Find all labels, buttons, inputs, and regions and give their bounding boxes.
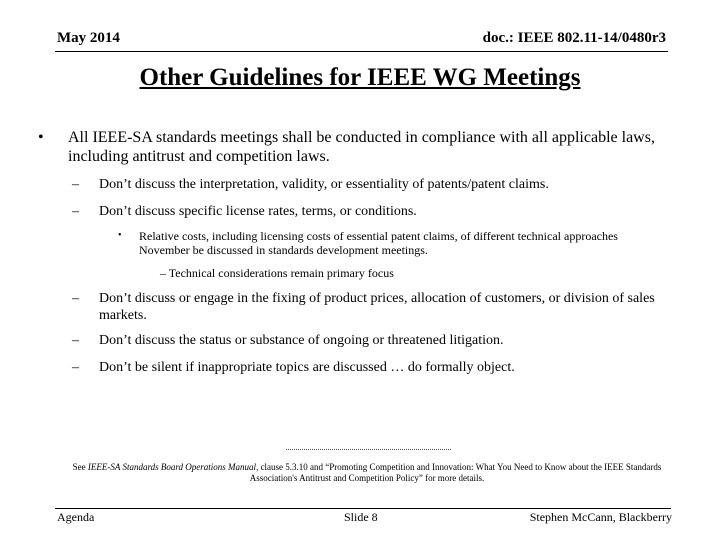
main-bullet [38,128,658,168]
dash-marker: – [72,177,79,192]
sub-bullet-marker: • [118,230,122,241]
main-bullet-text: All IEEE-SA standards meetings shall be conducted in compliance with all applicable laws, including antitrust and competition laws. [68,129,655,165]
dash-marker: – [72,333,79,348]
dash-marker: – [72,204,79,219]
footnote [55,462,679,484]
list-item-text: Don’t discuss specific license rates, terms, or conditions. [99,204,417,219]
footnote-separator [286,449,451,450]
header-doc-id: doc.: IEEE 802.11-14/0480r3 [482,30,666,46]
slide-title: Other Guidelines for IEEE WG Meetings [139,64,581,91]
header-date: May 2014 [57,30,120,46]
list-item-text: Don’t discuss the status or substance of ongoing or threatened litigation. [99,333,504,348]
list-item-text: Don’t discuss or engage in the fixing of product prices, allocation of customers, or division of sales markets. [99,291,655,323]
footer-author: Stephen McCann, Blackberry [529,510,672,524]
footnote-manual-title: IEEE-SA Standards Board Operations Manual [87,462,257,472]
list-item [72,290,672,326]
dash-marker: – [72,360,79,375]
dash-marker: – [72,291,79,306]
list-item [72,203,672,221]
sub-list-item-text: Relative costs, including licensing costs of essential patent claims, of different technical approaches November be discussed in standards development meetings. [139,229,618,257]
sub-list-item [118,229,678,259]
footnote-prefix: See [72,462,88,472]
sub-sub-list-item: – Technical considerations remain primary focus [160,266,394,280]
footer-left: Agenda [57,510,95,524]
list-item-text: Don’t discuss the interpretation, validity, or essentiality of patents/patent claims. [99,177,549,192]
footer-slide-number: Slide 8 [344,510,378,524]
header-divider [55,51,668,52]
list-item [72,176,672,194]
list-item [72,359,672,377]
footer-divider [55,508,671,509]
list-item-text: Don’t be silent if inappropriate topics are discussed … do formally object. [99,360,515,375]
bullet-marker: • [38,129,44,146]
footnote-rest: , clause 5.3.10 and “Promoting Competition and Innovation: What You Need to Know about the IEEE Standards Association's Antitrust and Competition Policy” for more details. [249,462,662,483]
list-item [72,332,672,350]
